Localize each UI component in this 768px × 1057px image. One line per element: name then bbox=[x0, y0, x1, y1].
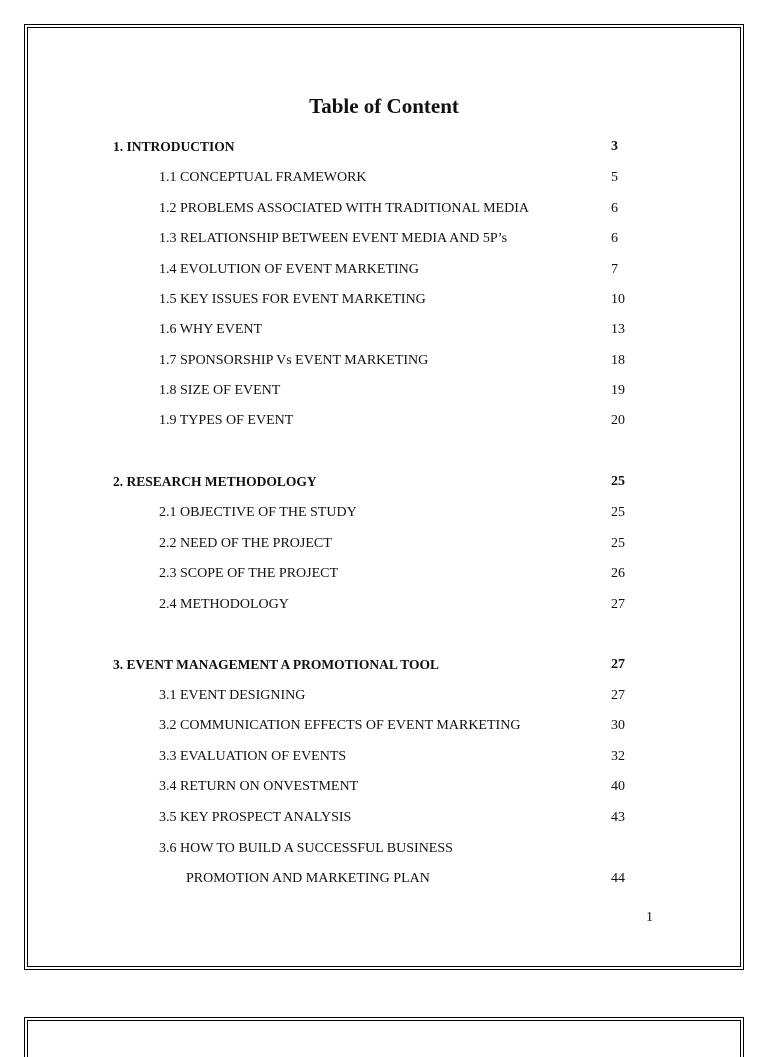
toc-entry-label: PROMOTION AND MARKETING PLAN bbox=[186, 871, 430, 886]
toc-entry-label: 2.2 NEED OF THE PROJECT bbox=[159, 536, 332, 551]
toc-page-number: 27 bbox=[611, 688, 625, 703]
toc-page-number: 30 bbox=[611, 718, 625, 733]
toc-entry[interactable] bbox=[0, 199, 768, 219]
toc-page-number: 26 bbox=[611, 566, 625, 581]
toc-entry[interactable] bbox=[0, 839, 768, 859]
toc-page-number: 43 bbox=[611, 810, 625, 825]
toc-section-event-management[interactable] bbox=[0, 655, 768, 675]
toc-entry[interactable] bbox=[0, 351, 768, 371]
toc-entry[interactable] bbox=[0, 229, 768, 249]
toc-entry[interactable] bbox=[0, 686, 768, 706]
toc-title: Table of Content bbox=[309, 94, 459, 118]
toc-section-introduction[interactable] bbox=[0, 137, 768, 157]
toc-entry[interactable] bbox=[0, 716, 768, 736]
toc-section-label: 1. INTRODUCTION bbox=[113, 139, 235, 154]
toc-entry-label: 3.3 EVALUATION OF EVENTS bbox=[159, 749, 347, 764]
toc-page-number: 27 bbox=[611, 597, 625, 612]
toc-entry[interactable] bbox=[0, 777, 768, 797]
toc-page-number: 13 bbox=[611, 322, 625, 337]
toc-page-number: 7 bbox=[611, 262, 618, 277]
toc-page-number: 25 bbox=[611, 505, 625, 520]
toc-entry-label: 1.5 KEY ISSUES FOR EVENT MARKETING bbox=[159, 292, 426, 307]
toc-section-label: 2. RESEARCH METHODOLOGY bbox=[113, 474, 317, 489]
toc-page-number: 27 bbox=[611, 657, 625, 672]
toc-page-number: 32 bbox=[611, 749, 625, 764]
toc-entry[interactable] bbox=[0, 808, 768, 828]
toc-entry-label: 1.2 PROBLEMS ASSOCIATED WITH TRADITIONAL MEDIA bbox=[159, 201, 529, 216]
toc-entry[interactable] bbox=[0, 290, 768, 310]
toc-entry[interactable] bbox=[0, 595, 768, 615]
toc-entry-label: 2.3 SCOPE OF THE PROJECT bbox=[159, 566, 339, 581]
toc-section-research-methodology[interactable] bbox=[0, 472, 768, 492]
toc-page-number: 5 bbox=[611, 170, 618, 185]
toc-entry[interactable] bbox=[0, 381, 768, 401]
toc-entry-label: 1.6 WHY EVENT bbox=[159, 322, 263, 337]
toc-entry-label: 3.5 KEY PROSPECT ANALYSIS bbox=[159, 810, 352, 825]
toc-entry-label: 3.1 EVENT DESIGNING bbox=[159, 688, 306, 703]
toc-entry-label: 3.6 HOW TO BUILD A SUCCESSFUL BUSINESS bbox=[159, 841, 453, 856]
toc-entry[interactable] bbox=[0, 260, 768, 280]
toc-page-number: 6 bbox=[611, 231, 618, 246]
toc-page-number: 18 bbox=[611, 353, 625, 368]
toc-entry-label: 1.1 CONCEPTUAL FRAMEWORK bbox=[159, 170, 367, 185]
toc-entry[interactable] bbox=[0, 503, 768, 523]
toc-entry-label: 1.4 EVOLUTION OF EVENT MARKETING bbox=[159, 262, 419, 277]
toc-entry[interactable] bbox=[0, 534, 768, 554]
toc-entry-label: 1.3 RELATIONSHIP BETWEEN EVENT MEDIA AND 5P’s bbox=[159, 231, 508, 246]
toc-entry[interactable] bbox=[0, 747, 768, 767]
toc-section-label: 3. EVENT MANAGEMENT A PROMOTIONAL TOOL bbox=[113, 657, 440, 672]
toc-entry[interactable] bbox=[0, 320, 768, 340]
toc-page-number: 40 bbox=[611, 779, 625, 794]
toc-entry-label: 1.9 TYPES OF EVENT bbox=[159, 413, 294, 428]
toc-entry[interactable] bbox=[0, 564, 768, 584]
toc-page-number: 10 bbox=[611, 292, 625, 307]
toc-page-number: 20 bbox=[611, 413, 625, 428]
toc-entry-continued[interactable] bbox=[0, 869, 768, 889]
toc-page-number: 44 bbox=[611, 871, 625, 886]
toc-page-number: 25 bbox=[611, 474, 625, 489]
toc-entry-label: 3.2 COMMUNICATION EFFECTS OF EVENT MARKETING bbox=[159, 718, 521, 733]
toc-entry[interactable] bbox=[0, 168, 768, 188]
toc-page-number: 3 bbox=[611, 139, 618, 154]
toc-entry-label: 2.1 OBJECTIVE OF THE STUDY bbox=[159, 505, 357, 520]
toc-entry-label: 2.4 METHODOLOGY bbox=[159, 597, 289, 612]
toc-page-number: 25 bbox=[611, 536, 625, 551]
toc-page-number: 6 bbox=[611, 201, 618, 216]
toc-entry-label: 1.8 SIZE OF EVENT bbox=[159, 383, 281, 398]
toc-entry[interactable] bbox=[0, 411, 768, 431]
toc-page-number: 19 bbox=[611, 383, 625, 398]
page-number: 1 bbox=[646, 910, 653, 925]
toc-entry-label: 3.4 RETURN ON ONVESTMENT bbox=[159, 779, 359, 794]
toc-entry-label: 1.7 SPONSORSHIP Vs EVENT MARKETING bbox=[159, 353, 429, 368]
